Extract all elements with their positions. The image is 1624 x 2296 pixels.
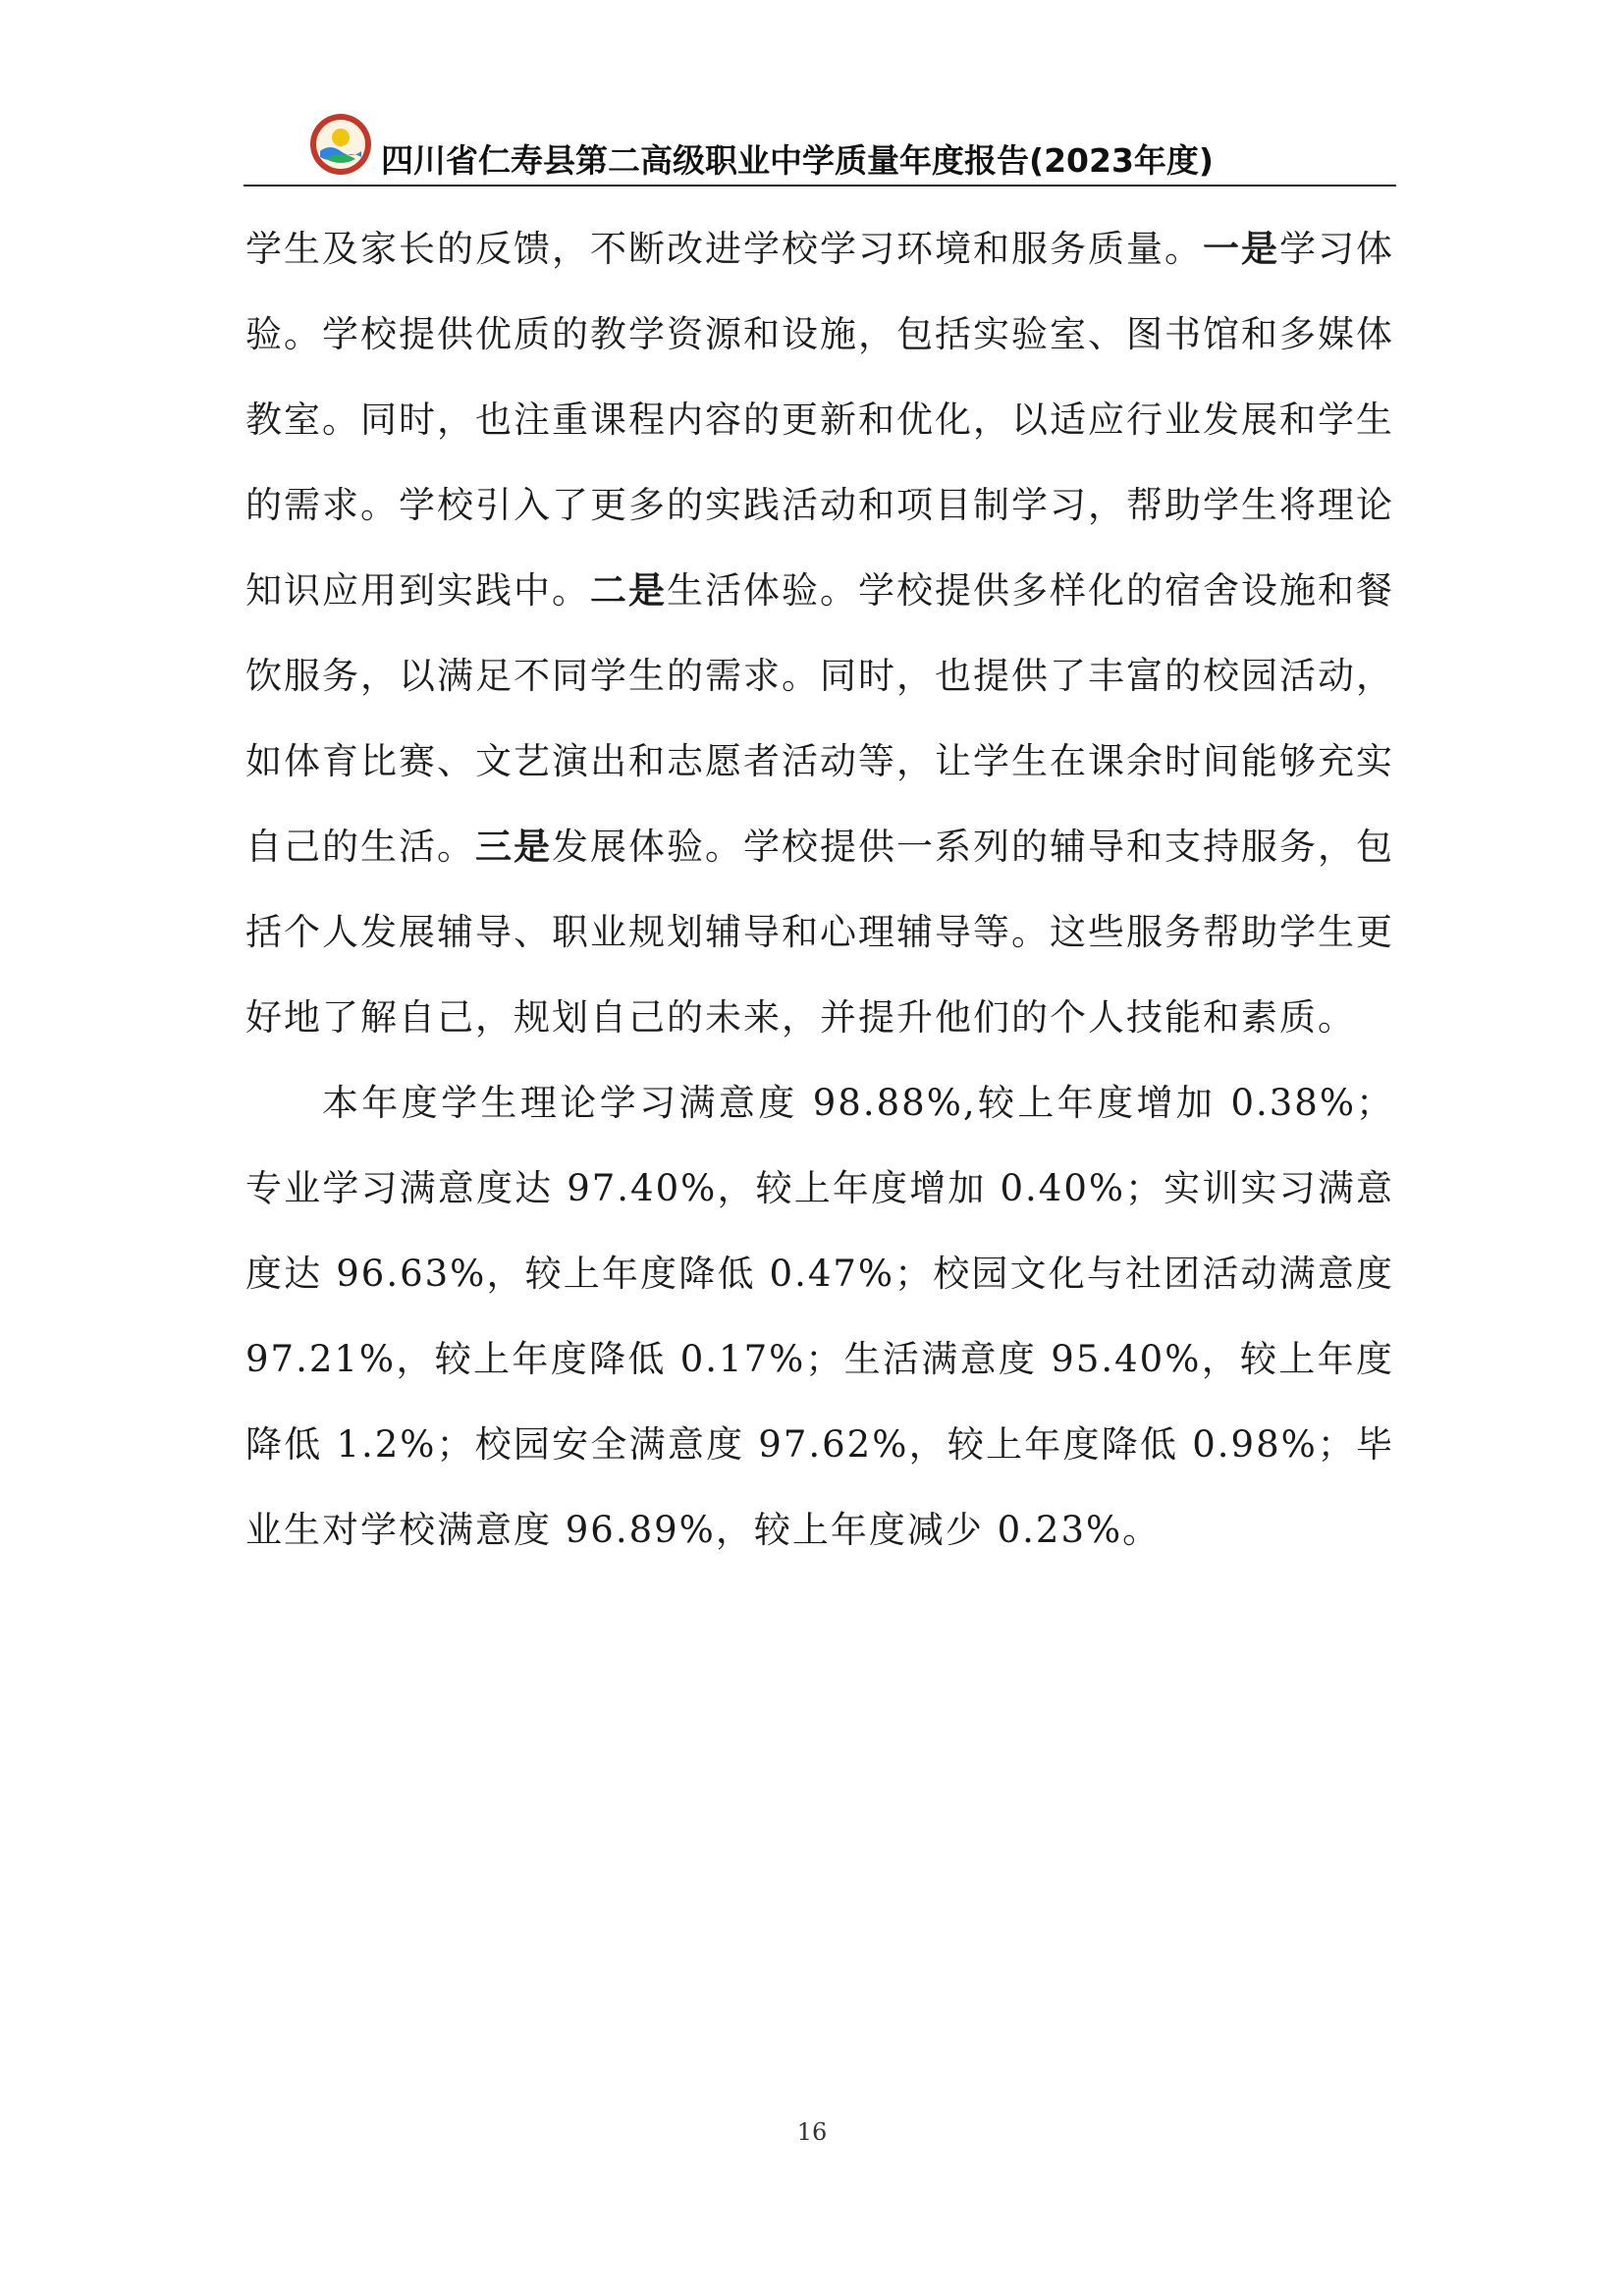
- report-title: 四川省仁寿县第二高级职业中学质量年度报告(2023年度): [381, 141, 1215, 180]
- school-emblem-icon: [308, 112, 373, 177]
- p1-text-3: 生活体验。学校提供多样化的宿舍设施和餐饮服务，以满足不同学生的需求。同时，也提供了丰富的校园活动，如体育比赛、文艺演出和志愿者活动等，让学生在课余时间能够充实自己的生活。: [245, 569, 1394, 868]
- p1-emphasis-2: 二是: [590, 569, 667, 612]
- page-number: 16: [796, 2118, 828, 2146]
- header-divider: [244, 185, 1396, 187]
- p1-text-4: 发展体验。学校提供一系列的辅导和支持服务，包括个人发展辅导、职业规划辅导和心理辅导等。这些服务帮助学生更好地了解自己，规划自己的未来，并提升他们的个人技能和素质。: [245, 826, 1394, 1039]
- page-header: [244, 110, 1394, 187]
- paragraph-experience: [245, 206, 1394, 1060]
- paragraph-satisfaction: 本年度学生理论学习满意度 98.88%,较上年度增加 0.38%；专业学习满意度达 97.40%，较上年度增加 0.40%；实训实习满意度达 96.63%，较上年度降低 0.47%；校园文化与社团活动满意度 97.21%，较上年度降低 0.17%；生活满意度 95.40%，较上年度降低 1.2%；校园安全满意度 97.62%，较上年度降低 0.98%；毕业生对学校满意度 96.89%，较上年度减少 0.23%。: [245, 1082, 1394, 1551]
- p1-text-2: 学习体验。学校提供优质的教学资源和设施，包括实验室、图书馆和多媒体教室。同时，也注重课程内容的更新和优化，以适应行业发展和学生的需求。学校引入了更多的实践活动和项目制学习，帮助学生将理论知识应用到实践中。: [245, 228, 1394, 612]
- document-body: [245, 206, 1394, 1573]
- p1-emphasis-3: 三是: [475, 826, 552, 868]
- p1-text-1: 学生及家长的反馈，不断改进学校学习环境和服务质量。: [245, 228, 1203, 270]
- p1-emphasis-1: 一是: [1203, 228, 1279, 270]
